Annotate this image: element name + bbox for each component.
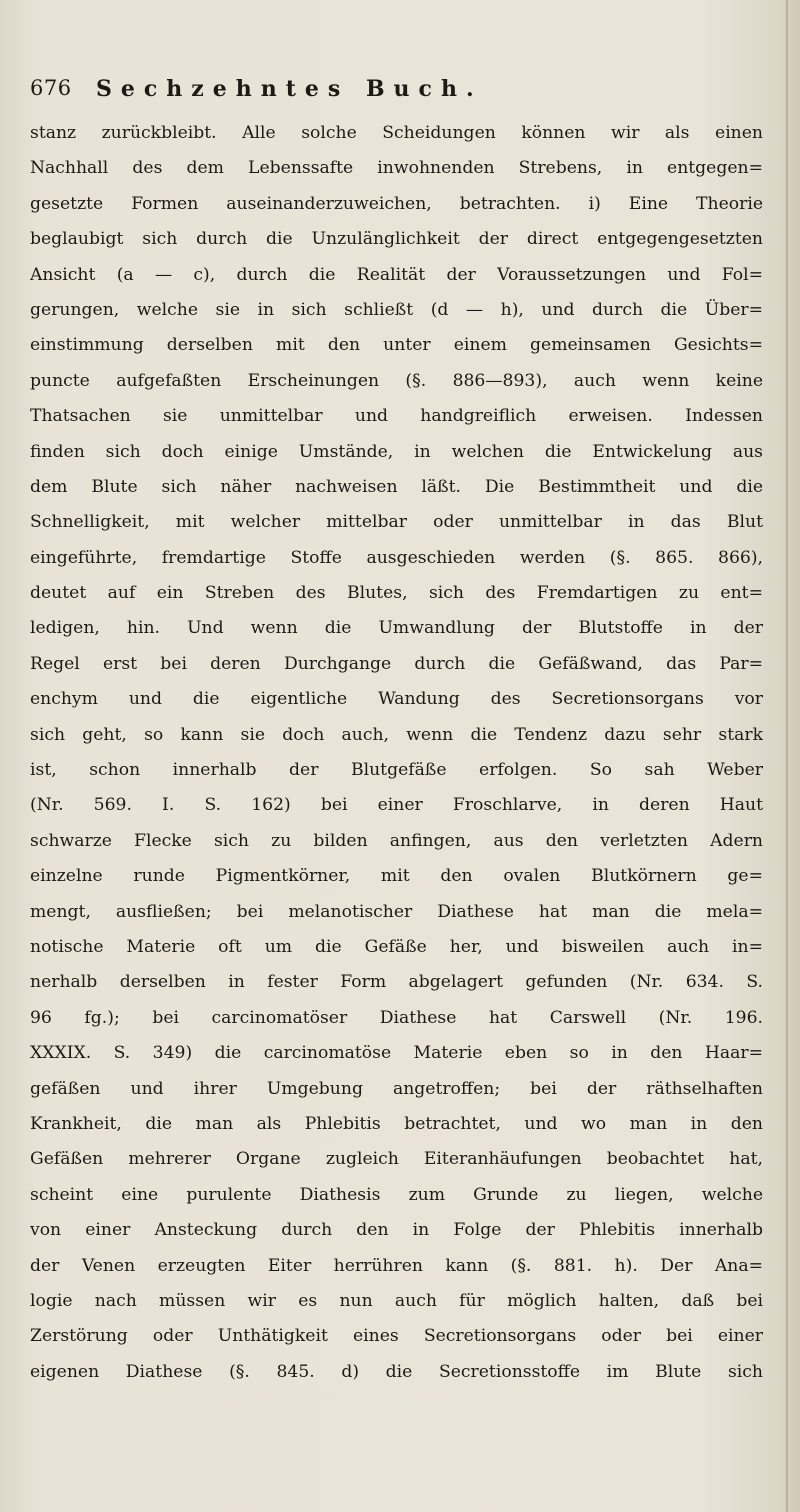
- text-line: gefäßen und ihrer Umgebung angetroffen; bei der räthselhaften: [30, 1078, 763, 1099]
- text-line: deutet auf ein Streben des Blutes, sich des Fremdartigen zu ent=: [30, 583, 763, 604]
- text-line: einstimmung derselben mit den unter einem gemeinsamen Gesichts=: [30, 335, 763, 356]
- text-line: stanz zurückbleibt. Alle solche Scheidungen können wir als einen: [30, 123, 763, 143]
- page-number: 676: [30, 76, 72, 100]
- text-line: Nachhall des dem Lebenssafte inwohnenden Strebens, in entgegen=: [30, 158, 763, 179]
- text-line: 96 fg.); bei carcinomatöser Diathese hat Carswell (Nr. 196.: [30, 1007, 763, 1028]
- text-line: gesetzte Formen auseinanderzuweichen, betrachten. i) Eine Theorie: [30, 193, 763, 214]
- text-line: eigenen Diathese (§. 845. d) die Secretionsstoffe im Blute sich: [30, 1361, 763, 1382]
- text-line: (Nr. 569. I. S. 162) bei einer Froschlarve, in deren Haut: [30, 795, 763, 816]
- text-line: Gefäßen mehrerer Organe zugleich Eiteranhäufungen beobachtet hat,: [30, 1149, 763, 1170]
- text-line: gerungen, welche sie in sich schließt (d — h), und durch die Über=: [30, 299, 763, 320]
- running-head: Sechzehntes Buch.: [96, 76, 483, 102]
- text-line: sich geht, so kann sie doch auch, wenn die Tendenz dazu sehr stark: [30, 724, 763, 745]
- page-header: [30, 76, 760, 110]
- text-line: XXXIX. S. 349) die carcinomatöse Materie eben so in den Haar=: [30, 1043, 763, 1064]
- text-line: eingeführte, fremdartige Stoffe ausgeschieden werden (§. 865. 866),: [30, 547, 763, 568]
- page-edge-line: [786, 0, 788, 1512]
- body-text: [30, 116, 763, 1390]
- text-line: finden sich doch einige Umstände, in welchen die Entwickelung aus: [30, 441, 763, 462]
- text-line: schwarze Flecke sich zu bilden anfingen, aus den verletzten Adern: [30, 830, 763, 851]
- text-line: ist, schon innerhalb der Blutgefäße erfolgen. So sah Weber: [30, 760, 763, 781]
- text-line: beglaubigt sich durch die Unzulänglichkeit der direct entgegengesetzten: [30, 229, 763, 250]
- text-line: Krankheit, die man als Phlebitis betrachtet, und wo man in den: [30, 1113, 763, 1134]
- text-line: einzelne runde Pigmentkörner, mit den ovalen Blutkörnern ge=: [30, 866, 763, 887]
- text-line: Schnelligkeit, mit welcher mittelbar oder unmittelbar in das Blut: [30, 512, 763, 533]
- text-line: Zerstörung oder Unthätigkeit eines Secretionsorgans oder bei einer: [30, 1326, 763, 1347]
- text-line: mengt, ausfließen; bei melanotischer Diathese hat man die mela=: [30, 901, 763, 922]
- text-line: dem Blute sich näher nachweisen läßt. Die Bestimmtheit und die: [30, 476, 763, 497]
- text-line: logie nach müssen wir es nun auch für möglich halten, daß bei: [30, 1290, 763, 1311]
- text-line: der Venen erzeugten Eiter herrühren kann (§. 881. h). Der Ana=: [30, 1255, 763, 1276]
- text-line: ledigen, hin. Und wenn die Umwandlung der Blutstoffe in der: [30, 618, 763, 639]
- text-line: Thatsachen sie unmittelbar und handgreiflich erweisen. Indessen: [30, 406, 763, 427]
- text-line: von einer Ansteckung durch den in Folge der Phlebitis innerhalb: [30, 1220, 763, 1241]
- text-line: scheint eine purulente Diathesis zum Grunde zu liegen, welche: [30, 1184, 763, 1205]
- text-line: notische Materie oft um die Gefäße her, und bisweilen auch in=: [30, 936, 763, 957]
- text-line: nerhalb derselben in fester Form abgelagert gefunden (Nr. 634. S.: [30, 972, 763, 993]
- text-line: puncte aufgefaßten Erscheinungen (§. 886—893), auch wenn keine: [30, 370, 763, 391]
- text-line: enchym und die eigentliche Wandung des Secretionsorgans vor: [30, 689, 763, 710]
- text-line: Ansicht (a — c), durch die Realität der Voraussetzungen und Fol=: [30, 264, 763, 285]
- text-line: Regel erst bei deren Durchgange durch die Gefäßwand, das Par=: [30, 653, 763, 674]
